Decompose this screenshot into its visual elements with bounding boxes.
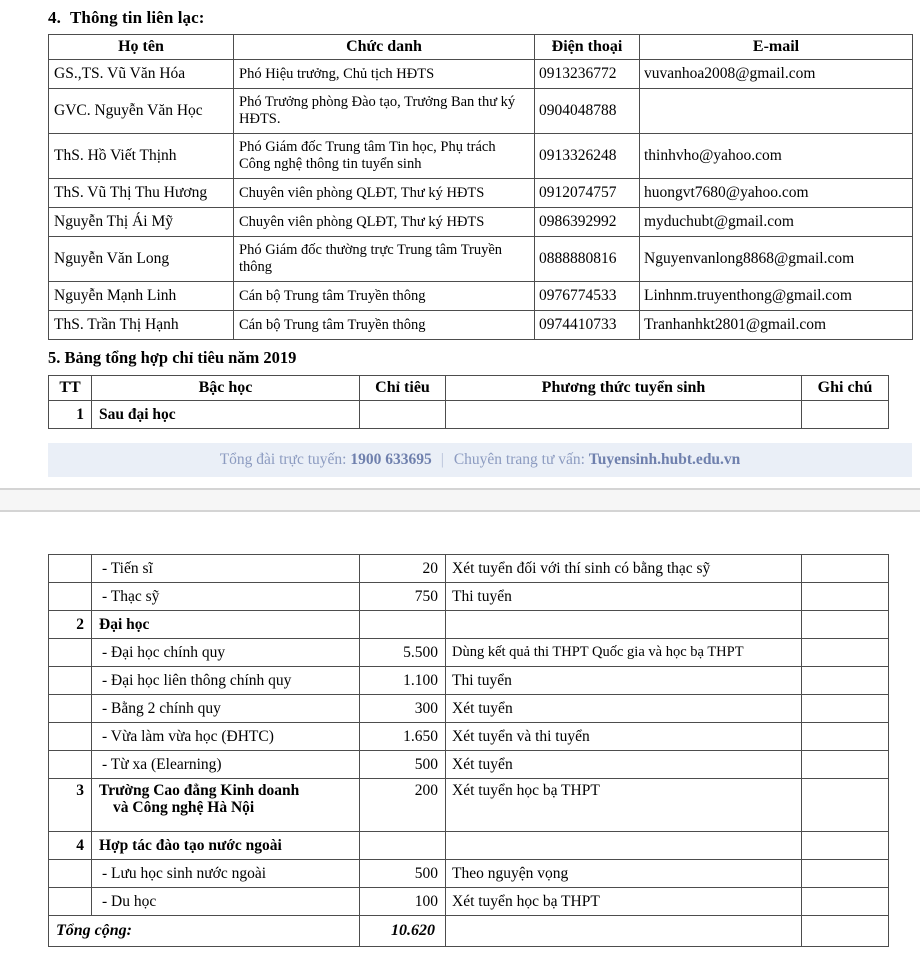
quota-level: - Lưu học sinh nước ngoài [92,859,360,887]
quota-method [446,610,802,638]
quota-method: Xét tuyển học bạ THPT [446,887,802,915]
table-row [49,887,889,915]
table-row [49,778,889,831]
quota-note [802,778,889,831]
quota-summary-table [48,375,889,429]
quota-tt: 3 [49,778,92,831]
table-row [49,554,889,582]
contact-email: huongvt7680@yahoo.com [640,178,913,207]
quota-continued-table [48,554,889,947]
contact-name: GS.,TS. Vũ Văn Hóa [49,59,234,88]
quota-quota: 100 [360,887,446,915]
table-row [49,859,889,887]
contact-name: ThS. Vũ Thị Thu Hương [49,178,234,207]
advisory-site-link[interactable]: Tuyensinh.hubt.edu.vn [588,450,741,468]
section-4-title: Thông tin liên lạc: [69,8,205,27]
quota-note [802,694,889,722]
quota-quota [360,610,446,638]
quota-tt [49,582,92,610]
quota-quota [360,831,446,859]
quota-tt [49,694,92,722]
quota-note [802,750,889,778]
total-note [802,915,889,946]
contact-email: Nguyenvanlong8868@gmail.com [640,236,913,281]
table-row [49,207,913,236]
col-header-phone: Điện thoại [535,35,640,60]
contact-phone: 0976774533 [535,281,640,310]
quota-level-line2: và Công nghệ Hà Nội [113,799,255,817]
table-row [49,281,913,310]
contact-title: Phó Giám đốc thường trực Trung tâm Truyền thông [234,236,535,281]
contact-name: ThS. Hồ Viết Thịnh [49,133,234,178]
contact-title: Chuyên viên phòng QLĐT, Thư ký HĐTS [234,207,535,236]
quota-tt [49,750,92,778]
quota-note [802,554,889,582]
quota-table-header-row [49,375,889,400]
quota-tt [49,638,92,666]
contact-title: Cán bộ Trung tâm Truyền thông [234,281,535,310]
table-row [49,666,889,694]
quota-method: Xét tuyển đối với thí sinh có bằng thạc sỹ [446,554,802,582]
quota-quota: 20 [360,554,446,582]
col-header-tt: TT [49,375,92,400]
total-method [446,915,802,946]
contact-title: Phó Giám đốc Trung tâm Tin học, Phụ trách Công nghệ thông tin tuyển sinh [234,133,535,178]
table-row [49,750,889,778]
quota-note [802,859,889,887]
quota-tt [49,666,92,694]
table-row [49,722,889,750]
col-header-level: Bậc học [92,375,360,400]
contact-phone: 0913236772 [535,59,640,88]
quota-level: - Tiến sĩ [92,554,360,582]
quota-method: Xét tuyển học bạ THPT [446,778,802,831]
table-row [49,178,913,207]
quota-level-line1: Trường Cao đẳng Kinh doanh [99,781,300,799]
contact-phone: 0986392992 [535,207,640,236]
quota-quota: 500 [360,859,446,887]
quota-tt: 1 [49,400,92,428]
quota-level: Đại học [92,610,360,638]
quota-method: Dùng kết quả thi THPT Quốc gia và học bạ THPT [446,638,802,666]
col-header-name: Họ tên [49,35,234,60]
quota-note [802,638,889,666]
contact-title: Phó Trưởng phòng Đào tạo, Trưởng Ban thư ký HĐTS. [234,88,535,133]
quota-note [802,887,889,915]
section-5-heading: 5. Bảng tổng hợp chỉ tiêu năm 2019 [48,347,297,367]
quota-quota: 200 [360,778,446,831]
col-header-quota: Chỉ tiêu [360,375,446,400]
section-4-number: 4. [48,8,61,27]
quota-tt: 4 [49,831,92,859]
quota-level: - Đại học liên thông chính quy [92,666,360,694]
quota-method [446,831,802,859]
contact-name: Nguyễn Thị Ái Mỹ [49,207,234,236]
quota-tt: 2 [49,610,92,638]
quota-tt [49,722,92,750]
quota-quota: 300 [360,694,446,722]
col-header-method: Phương thức tuyển sinh [446,375,802,400]
hotline-separator: | [440,450,444,468]
contact-phone: 0974410733 [535,310,640,339]
contact-name: GVC. Nguyễn Văn Học [49,88,234,133]
quota-method: Xét tuyển [446,694,802,722]
section-4-heading [0,0,920,34]
table-row [49,133,913,178]
contact-email: myduchubt@gmail.com [640,207,913,236]
table-row [49,310,913,339]
page-break-separator [0,488,920,512]
quota-quota [360,400,446,428]
quota-method: Theo nguyện vọng [446,859,802,887]
quota-level: Sau đại học [92,400,360,428]
quota-method: Xét tuyển và thi tuyển [446,722,802,750]
col-header-title: Chức danh [234,35,535,60]
hotline-number[interactable]: 1900 633695 [350,450,432,468]
total-label: Tổng cộng: [49,915,360,946]
quota-tt [49,887,92,915]
quota-quota: 1.100 [360,666,446,694]
table-row [49,831,889,859]
contact-email [640,88,913,133]
contact-name: Nguyễn Mạnh Linh [49,281,234,310]
advisory-label: Chuyên trang tư vấn: [453,450,585,468]
contact-table-header-row [49,35,913,60]
contact-table [48,34,913,340]
contact-email: vuvanhoa2008@gmail.com [640,59,913,88]
quota-note [802,582,889,610]
quota-method: Thi tuyển [446,666,802,694]
total-quota: 10.620 [360,915,446,946]
table-row [49,610,889,638]
quota-level: - Từ xa (Elearning) [92,750,360,778]
contact-phone: 0913326248 [535,133,640,178]
contact-title: Chuyên viên phòng QLĐT, Thư ký HĐTS [234,178,535,207]
contact-title: Cán bộ Trung tâm Truyền thông [234,310,535,339]
contact-phone: 0888880816 [535,236,640,281]
quota-note [802,666,889,694]
table-row [49,59,913,88]
quota-note [802,831,889,859]
contact-name: Nguyễn Văn Long [49,236,234,281]
quota-level: - Du học [92,887,360,915]
quota-note [802,722,889,750]
hotline-banner [48,443,912,477]
quota-method: Thi tuyển [446,582,802,610]
quota-note [802,400,889,428]
quota-level: - Đại học chính quy [92,638,360,666]
quota-level: - Bằng 2 chính quy [92,694,360,722]
quota-method [446,400,802,428]
contact-email: Linhnm.truyenthong@gmail.com [640,281,913,310]
table-row [49,638,889,666]
quota-quota: 1.650 [360,722,446,750]
quota-note [802,610,889,638]
quota-level [92,778,360,831]
quota-quota: 750 [360,582,446,610]
table-row [49,400,889,428]
quota-level: - Thạc sỹ [92,582,360,610]
quota-level: Hợp tác đào tạo nước ngoài [92,831,360,859]
contact-phone: 0912074757 [535,178,640,207]
contact-email: Tranhanhkt2801@gmail.com [640,310,913,339]
quota-tt [49,859,92,887]
table-row [49,582,889,610]
contact-name: ThS. Trần Thị Hạnh [49,310,234,339]
contact-phone: 0904048788 [535,88,640,133]
quota-total-row [49,915,889,946]
quota-quota: 5.500 [360,638,446,666]
contact-email: thinhvho@yahoo.com [640,133,913,178]
table-row [49,88,913,133]
contact-title: Phó Hiệu trưởng, Chủ tịch HĐTS [234,59,535,88]
hotline-label: Tổng đài trực tuyến: [219,450,347,468]
quota-method: Xét tuyển [446,750,802,778]
quota-level: - Vừa làm vừa học (ĐHTC) [92,722,360,750]
col-header-note: Ghi chú [802,375,889,400]
quota-quota: 500 [360,750,446,778]
table-row [49,694,889,722]
col-header-email: E-mail [640,35,913,60]
table-row [49,236,913,281]
quota-tt [49,554,92,582]
